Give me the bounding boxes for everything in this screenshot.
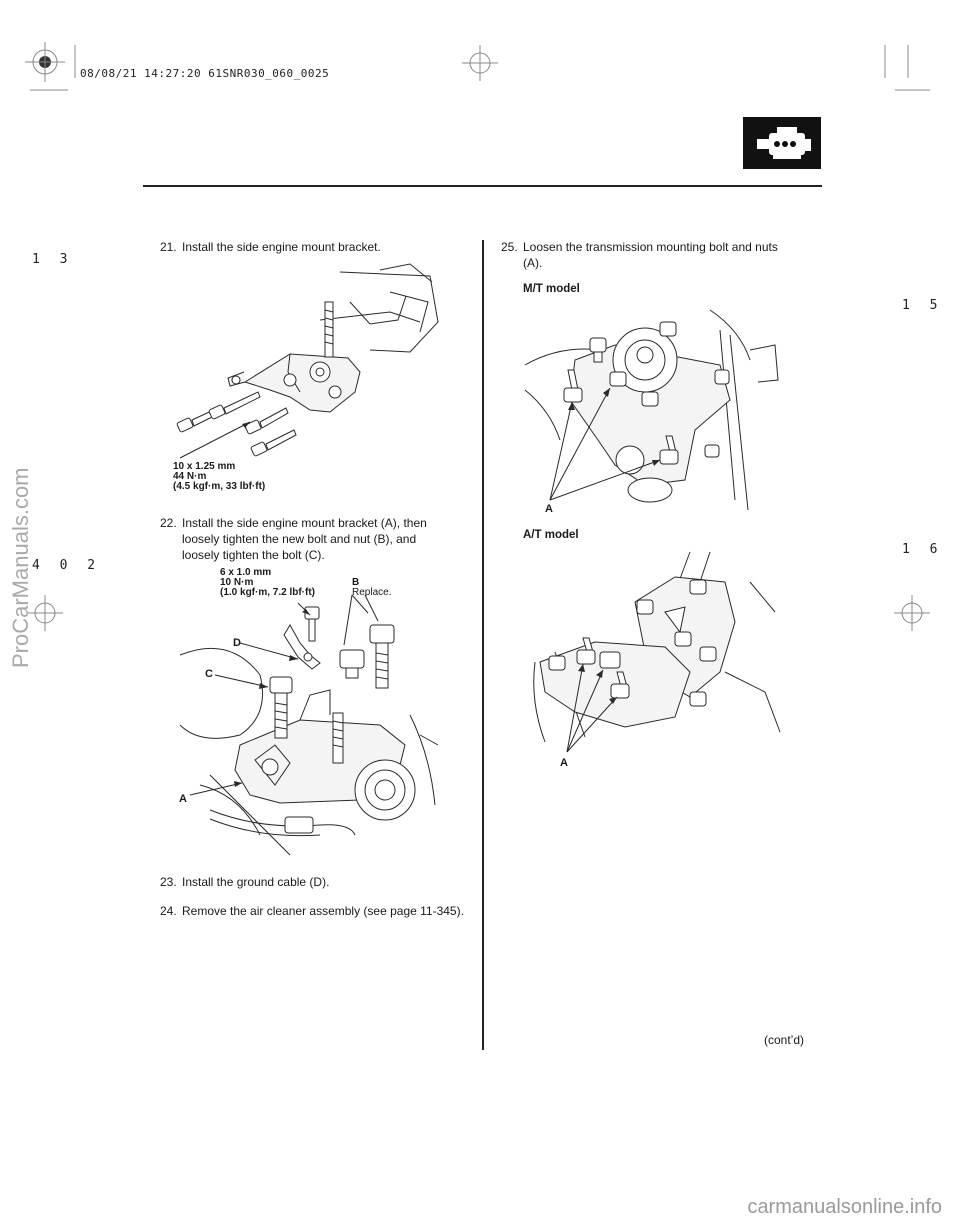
fig1-callout-line-3: (4.5 kgf·m, 33 lbf·ft) bbox=[173, 481, 266, 492]
step-24-text: Remove the air cleaner assembly (see page 11-345). bbox=[182, 904, 464, 918]
step-24-number: 24. bbox=[160, 904, 177, 918]
mt-label-a: A bbox=[545, 503, 553, 515]
bolt-4 bbox=[251, 430, 296, 456]
fig2-torque-line-2: 10 N·m bbox=[220, 577, 254, 588]
fig1-callout-line-1: 10 x 1.25 mm bbox=[173, 461, 236, 472]
mt-bolt-4 bbox=[642, 392, 658, 406]
at-bolt-5 bbox=[690, 692, 706, 706]
at-bolt-4 bbox=[700, 647, 716, 661]
step-22-line-1: Install the side engine mount bracket (A), then bbox=[182, 516, 427, 530]
side-mark-right-top: 1 5 bbox=[902, 298, 944, 313]
watermark-carmanualsonline: carmanualsonline.info bbox=[747, 1196, 942, 1218]
mt-model-heading: M/T model bbox=[523, 283, 580, 295]
side-mark-left-top: 1 3 bbox=[32, 252, 74, 267]
fig2-torque-line-1: 6 x 1.0 mm bbox=[220, 567, 272, 578]
step-25-line-1: Loosen the transmission mounting bolt and nuts bbox=[523, 240, 778, 254]
at-label-a: A bbox=[560, 757, 568, 769]
step-23-text: Install the ground cable (D). bbox=[182, 875, 330, 889]
at-nut-2 bbox=[600, 652, 620, 668]
fig2-torque-callout bbox=[220, 568, 315, 598]
side-mark-right-bottom: 1 6 bbox=[902, 542, 944, 557]
fig2-label-c: C bbox=[205, 668, 213, 680]
step-25-number: 25. bbox=[501, 240, 518, 254]
step-22-line-3: loosely tighten the bolt (C). bbox=[182, 548, 325, 562]
mt-bolt-2 bbox=[660, 322, 676, 336]
step-22-line-2: loosely tighten the new bolt and nut (B), and bbox=[182, 532, 417, 546]
at-model-heading: A/T model bbox=[523, 529, 579, 541]
step-22-number: 22. bbox=[160, 516, 177, 530]
bolt-b bbox=[370, 625, 394, 688]
step-25-line-2: (A). bbox=[523, 256, 543, 270]
side-mark-left-bottom: 4 0 2 bbox=[32, 558, 102, 573]
at-stud-1 bbox=[577, 638, 595, 664]
print-timestamp: 08/08/21 14:27:20 61SNR030_060_0025 bbox=[80, 67, 330, 80]
fig2-label-b-note: Replace. bbox=[352, 587, 392, 598]
bolt-3 bbox=[245, 408, 288, 434]
at-bolt-3 bbox=[675, 632, 691, 646]
fig1-torque-callout bbox=[173, 462, 265, 492]
watermark-procarmanuals: ProCarManuals.com bbox=[8, 467, 33, 668]
at-bolt-6 bbox=[549, 656, 565, 670]
header-rule bbox=[143, 185, 822, 187]
fig1-callout-line-2: 44 N·m bbox=[173, 471, 207, 482]
step-23 bbox=[160, 874, 480, 890]
bolt-2 bbox=[209, 392, 260, 419]
at-bolt-2 bbox=[637, 600, 653, 614]
figure-at-model bbox=[525, 552, 785, 767]
engine-icon bbox=[743, 117, 821, 169]
continued-note: (cont’d) bbox=[764, 1033, 805, 1047]
figure-mount-bracket-install bbox=[180, 595, 450, 865]
figure-side-mount-bracket bbox=[170, 262, 450, 462]
step-24 bbox=[160, 903, 480, 919]
step-22 bbox=[160, 515, 480, 563]
section-icon-box bbox=[743, 117, 821, 169]
fig2-label-b: B bbox=[352, 577, 360, 588]
column-divider bbox=[482, 240, 484, 1050]
mt-bolt-3 bbox=[610, 372, 626, 386]
step-21-text: Install the side engine mount bracket. bbox=[182, 240, 381, 254]
nut-b bbox=[340, 650, 364, 678]
fig2-label-d: D bbox=[233, 637, 241, 649]
fig2-label-a: A bbox=[179, 793, 187, 805]
figure-mt-model bbox=[520, 300, 790, 510]
step-21 bbox=[160, 239, 480, 255]
at-bolt-1 bbox=[690, 580, 706, 594]
step-25 bbox=[501, 239, 821, 271]
step-21-number: 21. bbox=[160, 240, 177, 254]
step-23-number: 23. bbox=[160, 875, 177, 889]
fig2-torque-line-3: (1.0 kgf·m, 7.2 lbf·ft) bbox=[220, 587, 316, 598]
